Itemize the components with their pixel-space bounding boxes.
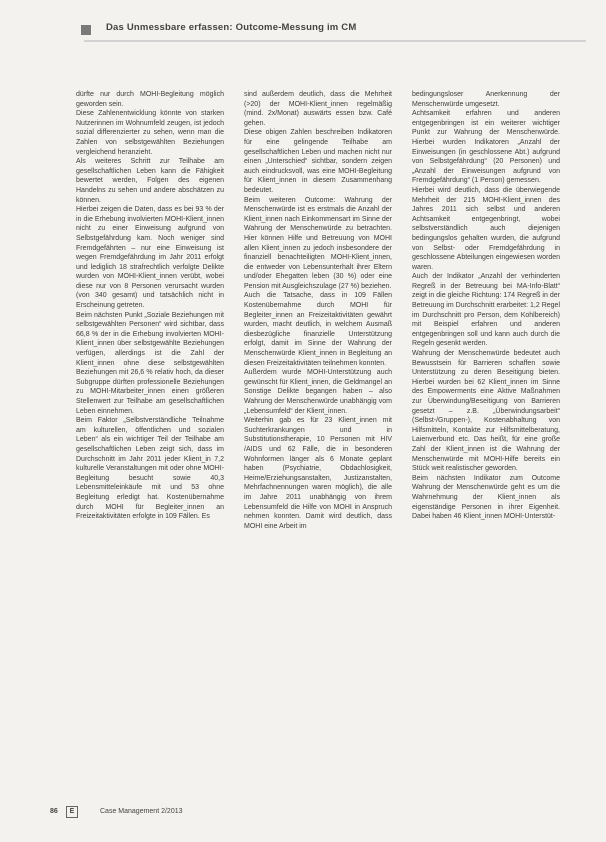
paragraph: Hierbei wird deutlich, dass die überwiegende Mehrheit der 215 MOHI-Klient_innen des Jahres 2011 sich selbst und anderen Achtsamkeit entgegenbringt, wobei selbstverständlich auch diejenigen bedingungslos gehalten wurden, die aufgrund von Selbst- oder Fremdgefährdung in geschlossene Abteilungen eingewiesen worden waren. <box>412 186 560 271</box>
paragraph: Wahrung der Menschenwürde bedeutet auch Bewusstsein für Barrieren schaffen sowie Unterstützung zu deren Beseitigung bieten. Hierbei wurden bei 62 Klient_innen im Sinne des Empowerments eine Aktive Maßnahmen zur Überwindung/Beseitigung von Barrieren gesetzt – z.B. „Überwindungsarbeit“ (Selbst-/Gruppen-), Kostenabhaltung von Hilfsmitteln, Kontakte zur Hilfsmittelberatung, Laienverbund etc. Das heißt, für eine große Zahl der Klient_innen ist die Wahrung der Menschenwürde mit MOHI-Hilfe bereits ein Stück weit realistischer geworden. <box>412 350 560 473</box>
paragraph: Achtsamkeit erfahren und anderen entgegenbringen ist ein weiterer wichtiger Punkt zur Wahrung der Menschenwürde. Hierbei wurden Indikatoren „Anzahl der Einweisungen (in geschlossene Abt.) aufgrund von Selbstgefährdung“ (20 Personen) und „Anzahl der Einweisungen aufgrund von Fremdgefährdung“ (1 Person) gemessen. <box>412 110 560 185</box>
text-column-3 <box>412 90 560 522</box>
paragraph: bedingungsloser Anerkennung der Menschenwürde umgesetzt. <box>412 91 560 108</box>
paragraph: Beim Faktor „Selbstverständliche Teilnahme am kulturellen, öffentlichen und sozialen Leben“ als ein wichtiger Teil der Teilhabe am gesellschaftlichen Leben zeigt sich, dass im Durchschnitt im Jahr 2011 jeder Klient_in 7,2 kulturelle Veranstaltungen mit oder ohne MOHI-Begleitung besucht sowie 40,3 Lebensmitteleinkäufe mit und 53 ohne Begleitung erledigt hat. Kostenübernahme durch MOHI für Begleiter_innen an Freizeitaktivitäten erfolgte in 109 Fällen. Es <box>76 417 224 521</box>
text-column-1 <box>76 90 224 522</box>
page-footer <box>50 806 590 820</box>
header-rule <box>84 40 586 42</box>
journal-logo-icon: E <box>66 806 78 818</box>
paragraph: Weiterhin gab es für 23 Klient_innen mit Suchterkrankungen und in Substitutionstherapie, 10 Personen mit HIV /AIDS und 62 Fälle, die in besonderen Wohnformen länger als 6 Monate geplant haben (Psychiatrie, Obdachlosigkeit, Heime/Erziehungsanstalten, Justizanstalten, Mehrfachnennungen waren möglich), die alle im Jahre 2011 unabhängig von ihrem Lebensumfeld die Hilfe von MOHI in Anspruch nehmen konnten. Damit wird deutlich, dass MOHI eine Arbeit im <box>244 417 392 530</box>
paragraph: Diese obigen Zahlen beschreiben Indikatoren für eine gelingende Teilhabe am gesellschaftlichen Leben und machen nicht nur einen „Unterschied“ sichtbar, sondern zeigen auch eindrucksvoll, was eine MOHI-Begleitung für Klient_innen in diesem Zusammenhang bedeutet. <box>244 129 392 194</box>
page-header <box>46 22 586 38</box>
paragraph: Auch der Indikator „Anzahl der verhinderten Regreß in der Betreuung bei MA-Info-Blatt“ zeigt in die gleiche Richtung: 174 Regreß in der Betreuung im Durchschnitt erarbeitet: 1,2 Regel im Durchschnitt pro Person, dem Kohlbereich) mit Beispiel erfahren und anderen entgegenbringen soll und kann auch durch die Regeln gesenkt werden. <box>412 273 560 348</box>
page-title: Das Unmessbare erfassen: Outcome-Messung im CM <box>106 22 357 33</box>
paragraph: Hierbei zeigen die Daten, dass es bei 93 % der in die Erhebung involvierten MOHI-Klient_innen nicht zu einer Einweisung aufgrund von Selbstgefährdung kam. Noch weniger sind Fremdgefährten – nur eine Einweisung ist wegen Fremdgefährdung im Jahr 2011 erfolgt und lediglich 18 strafrechtlich verfolgte Delikte wurden von MOHI-Klient_innen verübt, wobei diese nur von 8 Personen verursacht wurden (von 340 gesamt) und tatsächlich nicht in Erscheinung getreten. <box>76 206 224 310</box>
page-number: 86 <box>50 808 58 815</box>
footer-source: Case Management 2/2013 <box>100 808 183 815</box>
header-marker <box>81 25 91 35</box>
text-column-2 <box>244 90 392 531</box>
paragraph: Als weiteres Schritt zur Teilhabe am gesellschaftlichen Leben kann die Fähigkeit bewertet werden, Folgen des eigenen Handelns zu sehen und andere abschätzen zu können. <box>76 158 224 204</box>
paragraph: Außerdem wurde MOHI-Unterstützung auch gewünscht für Klient_innen, die Geldmangel an Sonstige Delikte begangen haben – also Wahrung der Menschenwürde unabhängig vom „Lebensumfeld“ der Klient_innen. <box>244 369 392 415</box>
paragraph: Beim nächsten Indikator zum Outcome Wahrung der Menschenwürde geht es um die Wahrnehmung der Klient_innen als eigenständige Personen in ihrer Eigenheit. Dabei haben 46 Klient_innen MOHI-Unterstüt- <box>412 474 560 521</box>
paragraph: Diese Zahlenentwicklung könnte von starken Nutzerinnen im Wohnumfeld zeugen, ist jedoch sozial differenzierter zu sehen, wenn man die Zahlen von selbstgewählten Beziehungen vergleichend heranzieht. <box>76 110 224 156</box>
paragraph: sind außerdem deutlich, dass die Mehrheit (>20) der MOHI-Klient_innen regelmäßig (mind. 2x/Monat) auswärts essen bzw. Café gehen. <box>244 91 392 127</box>
paragraph: Auch die Tatsache, dass in 109 Fällen Kostenübernahme durch MOHI für Begleiter_innen an Freizeitaktivitäten gewährt wurden, macht deutlich, in welchem Ausmaß diesbezügliche finanzielle Unterstützung erfolgt, damit im Sinne der Wahrung der Menschenwürde Klient_innen in Begleitung an diesen Freizeitaktivitäten teilnehmen konnten. <box>244 292 392 367</box>
paragraph: dürfte nur durch MOHI-Begleitung möglich geworden sein. <box>76 91 224 108</box>
paragraph: Beim nächsten Punkt „Soziale Beziehungen mit selbstgewählten Personen“ wird sichtbar, dass 66,8 % der in die Erhebung involvierten MOHI-Klient_innen über selbstgewählte Beziehungen verfügen, allerdings ist die Zahl der Klient_innen ohne diese selbstgewählten Beziehungen mit 26,6 % relativ hoch, da dieser Subgruppe dürften professionelle Beziehungen zu MOHI-Mitarbeiter_innen einen größeren Stellenwert zur Teilhabe am gesellschaftlichen Leben einnehmen. <box>76 311 224 415</box>
paragraph: Beim weiteren Outcome: Wahrung der Menschenwürde ist es erstmals die Anzahl der Klient_innen nach Einkommensart im Sinne der Wahrung der Menschenwürde zu betrachten. Hier können Hilfe und Betreuung von MOHI allen Klient_innen zu jedoch insbesondere der finanziell benachteiligten MOHI-Klient_innen, die entweder von Lebensunterhalt ihrer Eltern und/oder Ehegatten leben (30 %) oder eine Pension mit Ausgleichszulage (27 %) beziehen. <box>244 196 392 290</box>
